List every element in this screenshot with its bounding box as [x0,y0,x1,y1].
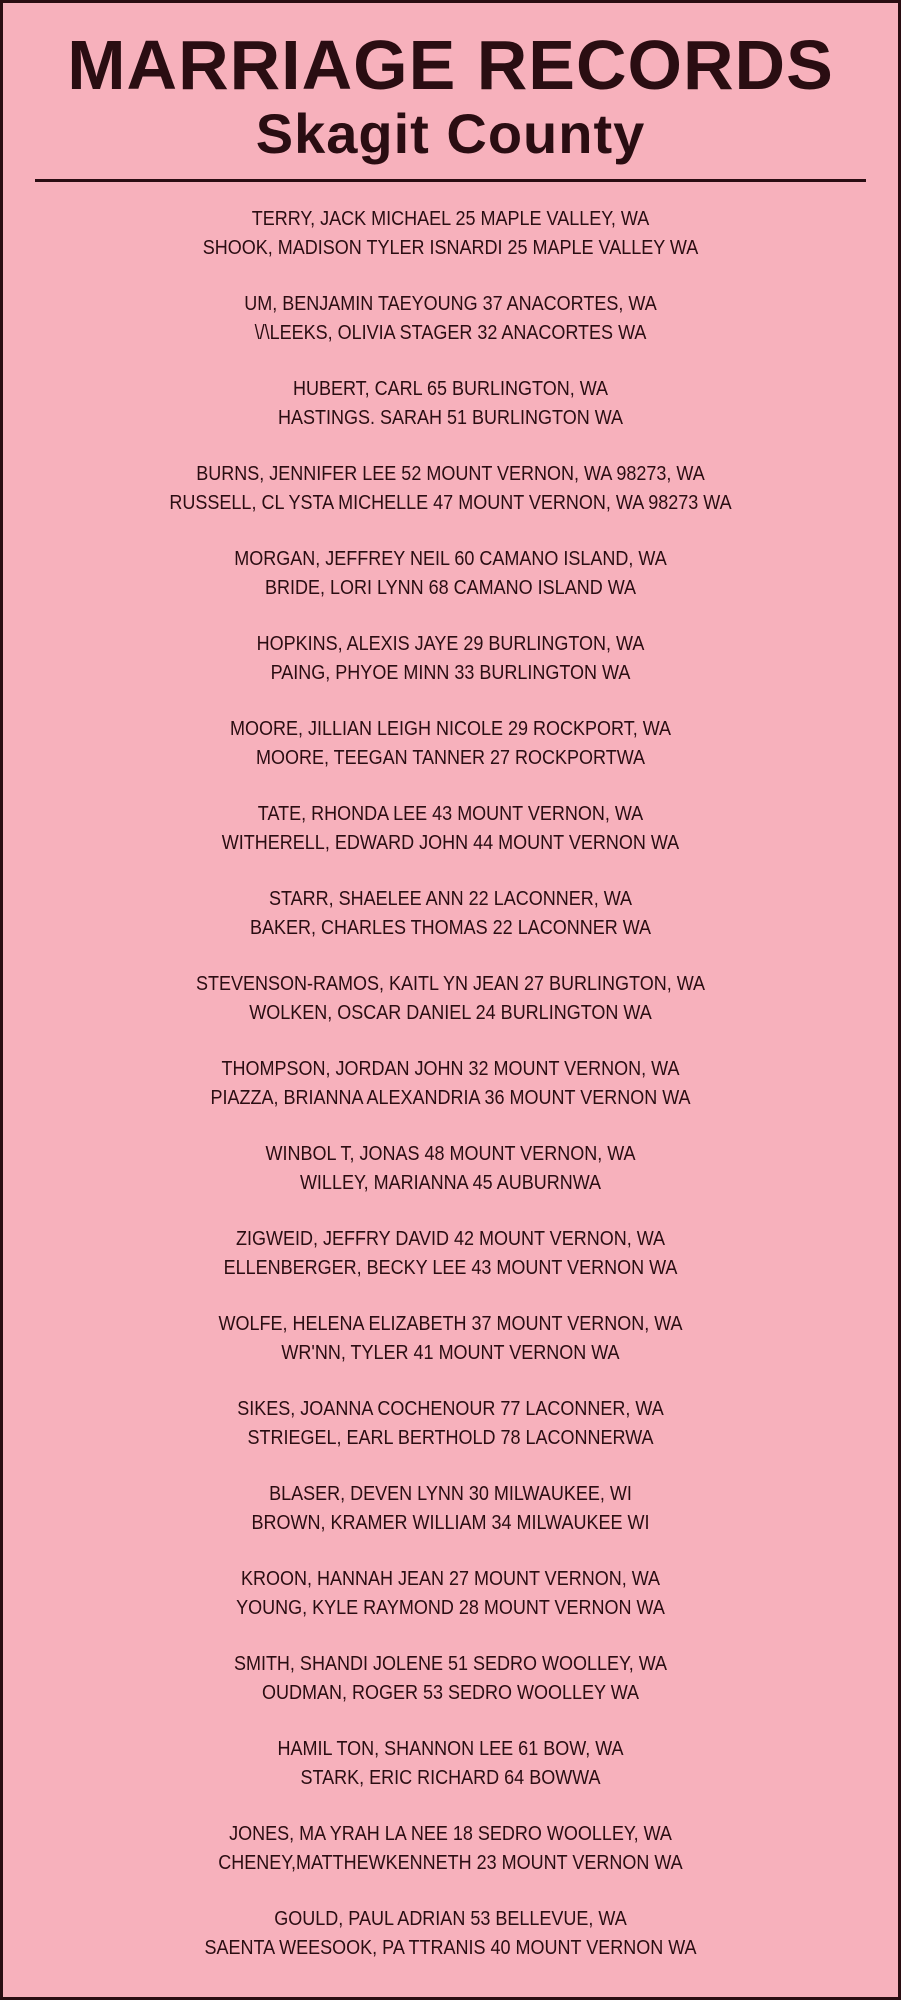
record-entry [3,1735,898,1820]
record-party-one: SMITH, SHANDI JOLENE 51 SEDRO WOOLLEY, WA [233,1653,668,1675]
records-list [3,182,898,1990]
record-party-two: PIAZZA, BRIANNA ALEXANDRIA 36 MOUNT VERNON WA [210,1087,691,1109]
record-entry [3,1055,898,1140]
record-party-two: CHENEY,MATTHEWKENNETH 23 MOUNT VERNON WA [218,1852,683,1874]
record-party-two: STRIEGEL, EARL BERTHOLD 78 LACONNERWA [247,1427,654,1449]
record-party-two: WILLEY, MARIANNA 45 AUBURNWA [299,1172,602,1194]
record-party-one: BURNS, JENNIFER LEE 52 MOUNT VERNON, WA 98273, WA [196,463,705,485]
record-party-two: MOORE, TEEGAN TANNER 27 ROCKPORTWA [255,747,646,769]
record-party-one: TERRY, JACK MICHAEL 25 MAPLE VALLEY, WA [251,208,650,230]
record-party-one: ZIGWEID, JEFFRY DAVID 42 MOUNT VERNON, WA [235,1228,666,1250]
record-party-one: GOULD, PAUL ADRIAN 53 BELLEVUE, WA [274,1908,627,1930]
record-entry [3,970,898,1055]
record-party-one: UM, BENJAMIN TAEYOUNG 37 ANACORTES, WA [244,293,657,315]
record-entry [3,205,898,290]
record-entry [3,1905,898,1990]
record-entry [3,1225,898,1310]
record-party-two: WOLKEN, OSCAR DANIEL 24 BURLINGTON WA [249,1002,652,1024]
record-party-two: WITHERELL, EDWARD JOHN 44 MOUNT VERNON WA [221,832,680,854]
record-party-one: HUBERT, CARL 65 BURLINGTON, WA [292,378,609,400]
record-party-one: KROON, HANNAH JEAN 27 MOUNT VERNON, WA [240,1568,661,1590]
record-party-one: HAMIL TON, SHANNON LEE 61 BOW, WA [277,1738,624,1760]
record-party-one: WINBOL T, JONAS 48 MOUNT VERNON, WA [265,1143,636,1165]
record-entry [3,1310,898,1395]
record-entry [3,885,898,970]
record-entry [3,715,898,800]
record-entry [3,1565,898,1650]
record-party-two: STARK, ERIC RICHARD 64 BOWWA [300,1767,601,1789]
record-party-one: BLASER, DEVEN LYNN 30 MILWAUKEE, WI [269,1483,632,1505]
record-party-one: HOPKINS, ALEXIS JAYE 29 BURLINGTON, WA [256,633,645,655]
record-entry [3,630,898,715]
record-party-one: JONES, MA YRAH LA NEE 18 SEDRO WOOLLEY, WA [229,1823,672,1845]
record-party-one: SIKES, JOANNA COCHENOUR 77 LACONNER, WA [237,1398,664,1420]
record-party-two: \/\LEEKS, OLIVIA STAGER 32 ANACORTES WA [254,322,647,344]
record-party-two: SAENTA WEESOOK, PA TTRANIS 40 MOUNT VERNON WA [204,1937,697,1959]
record-entry [3,1480,898,1565]
record-entry [3,1395,898,1480]
record-entry [3,1650,898,1735]
record-party-one: MORGAN, JEFFREY NEIL 60 CAMANO ISLAND, WA [234,548,667,570]
record-party-one: TATE, RHONDA LEE 43 MOUNT VERNON, WA [257,803,644,825]
record-party-two: SHOOK, MADISON TYLER ISNARDI 25 MAPLE VALLEY WA [202,237,699,259]
record-entry [3,460,898,545]
page-subtitle: Skagit County [255,102,646,165]
record-party-one: WOLFE, HELENA ELIZABETH 37 MOUNT VERNON, WA [218,1313,683,1335]
record-entry [3,800,898,885]
record-entry [3,1820,898,1905]
record-party-one: STARR, SHAELEE ANN 22 LACONNER, WA [268,888,633,910]
page-title: MARRIAGE RECORDS [67,26,834,104]
record-party-two: ELLENBERGER, BECKY LEE 43 MOUNT VERNON WA [223,1257,678,1279]
record-party-one: STEVENSON-RAMOS, KAITL YN JEAN 27 BURLINGTON, WA [195,973,706,995]
record-party-two: BRIDE, LORI LYNN 68 CAMANO ISLAND WA [264,577,637,599]
record-party-one: MOORE, JILLIAN LEIGH NICOLE 29 ROCKPORT, WA [229,718,672,740]
record-party-two: RUSSELL, CL YSTA MICHELLE 47 MOUNT VERNON, WA 98273 WA [169,492,732,514]
record-entry [3,290,898,375]
record-entry [3,375,898,460]
record-party-two: BAKER, CHARLES THOMAS 22 LACONNER WA [249,917,652,939]
record-party-two: HASTINGS. SARAH 51 BURLINGTON WA [277,407,624,429]
record-party-one: THOMPSON, JORDAN JOHN 32 MOUNT VERNON, WA [221,1058,680,1080]
header [3,3,898,165]
record-party-two: PAING, PHYOE MINN 33 BURLINGTON WA [270,662,631,684]
record-party-two: BROWN, KRAMER WILLIAM 34 MILWAUKEE WI [251,1512,650,1534]
record-entry [3,1140,898,1225]
record-party-two: WR'NN, TYLER 41 MOUNT VERNON WA [281,1342,620,1364]
record-entry [3,545,898,630]
record-party-two: YOUNG, KYLE RAYMOND 28 MOUNT VERNON WA [236,1597,665,1619]
record-party-two: OUDMAN, ROGER 53 SEDRO WOOLLEY WA [261,1682,640,1704]
